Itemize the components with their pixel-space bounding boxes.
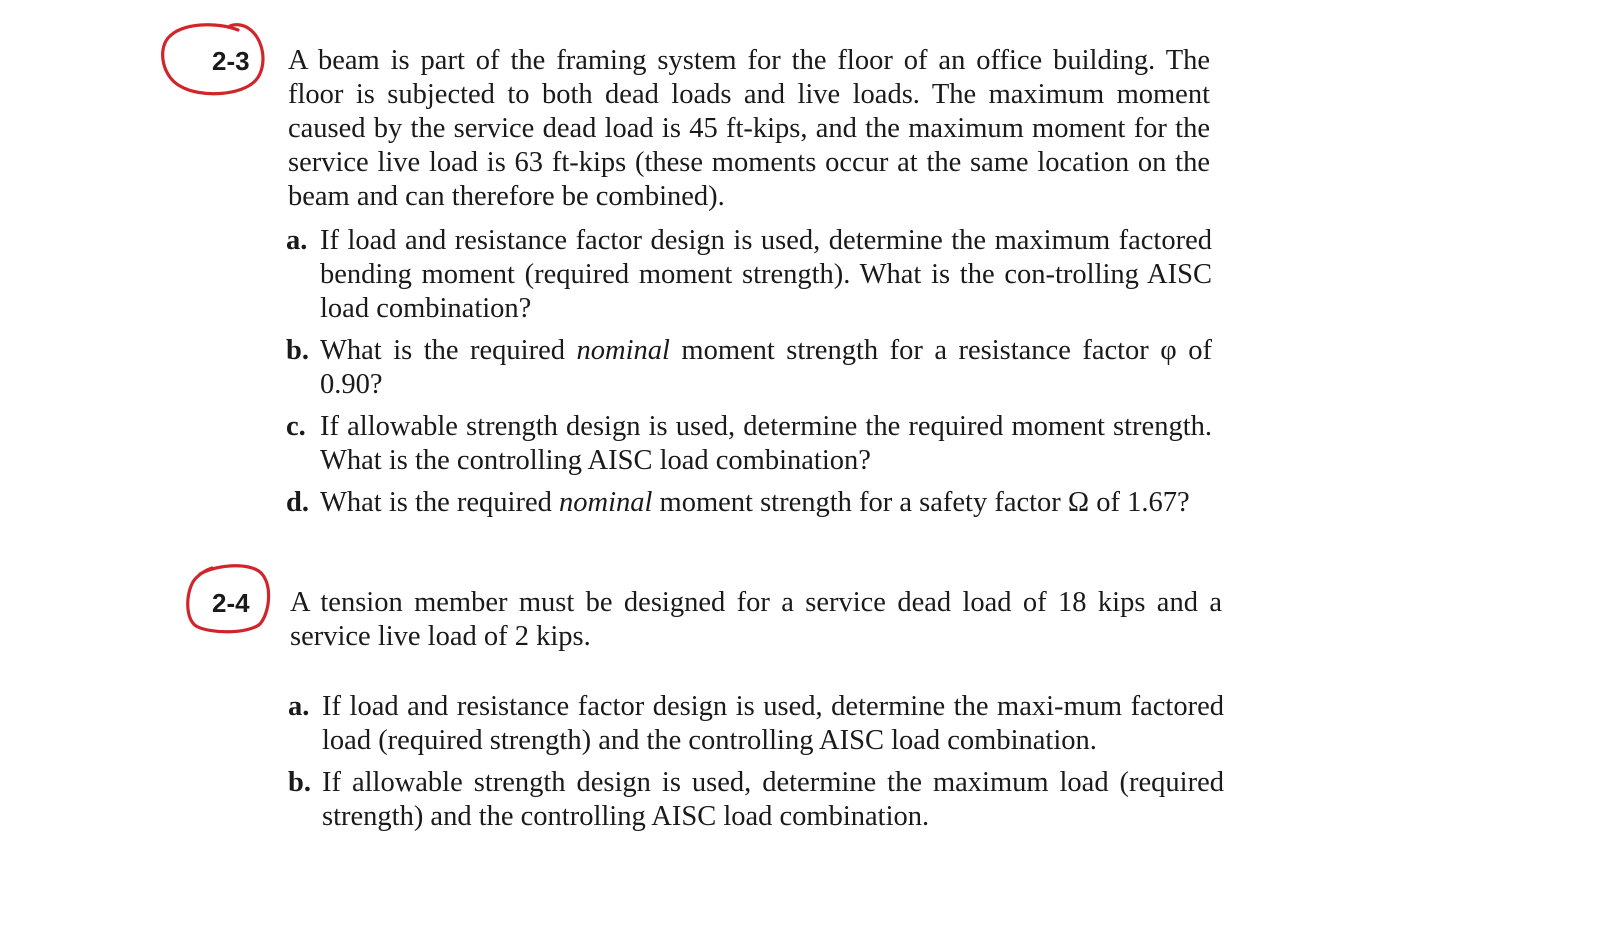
part-text-lead: What is the required — [320, 335, 577, 366]
part-text-lead: What is the required — [320, 487, 559, 518]
part-text: If allowable strength design is used, determine the required moment strength. What is the controlling AISC load combination? — [320, 411, 1212, 476]
part-a — [288, 690, 1224, 758]
part-text: If allowable strength design is used, determine the maximum load (required strength) and the controlling AISC load combination. — [322, 767, 1224, 832]
problem-statement: A beam is part of the framing system for the floor of an office building. The floor is subjected to both dead loads and live loads. The maximum moment caused by the service dead load is 45 ft-kips, and the maximum moment for the service live load is 63 ft-kips (these moments occur at the same location on the beam and can therefore be combined). — [288, 45, 1210, 212]
part-text-tail: moment strength for a safety factor Ω of 1.67? — [652, 487, 1190, 518]
part-letter: c. — [286, 411, 306, 442]
part-text-tail: moment strength for a resistance factor φ of 0.90? — [320, 335, 1212, 400]
part-a — [286, 224, 1212, 326]
part-text-emphasis: nominal — [576, 335, 670, 366]
problem-parts — [286, 224, 1212, 528]
problem-number: 2-4 — [212, 588, 250, 618]
part-c — [286, 410, 1212, 478]
part-d — [286, 486, 1212, 520]
part-letter: b. — [286, 335, 309, 366]
problem-number: 2-3 — [212, 46, 250, 76]
part-letter: b. — [288, 767, 311, 798]
part-letter: a. — [288, 691, 310, 722]
part-b — [288, 766, 1224, 834]
part-text: If load and resistance factor design is used, determine the maximum factored bending moment (required moment strength). What is the con-trolling AISC load combination? — [320, 225, 1212, 324]
part-b — [286, 334, 1212, 402]
part-text: If load and resistance factor design is used, determine the maxi-mum factored load (required strength) and the controlling AISC load combination. — [322, 691, 1224, 756]
part-letter: a. — [286, 225, 308, 256]
problem-statement: A tension member must be designed for a service dead load of 18 kips and a service live load of 2 kips. — [290, 587, 1222, 652]
problem-parts — [288, 690, 1224, 842]
part-text-emphasis: nominal — [559, 487, 653, 518]
part-letter: d. — [286, 487, 309, 518]
